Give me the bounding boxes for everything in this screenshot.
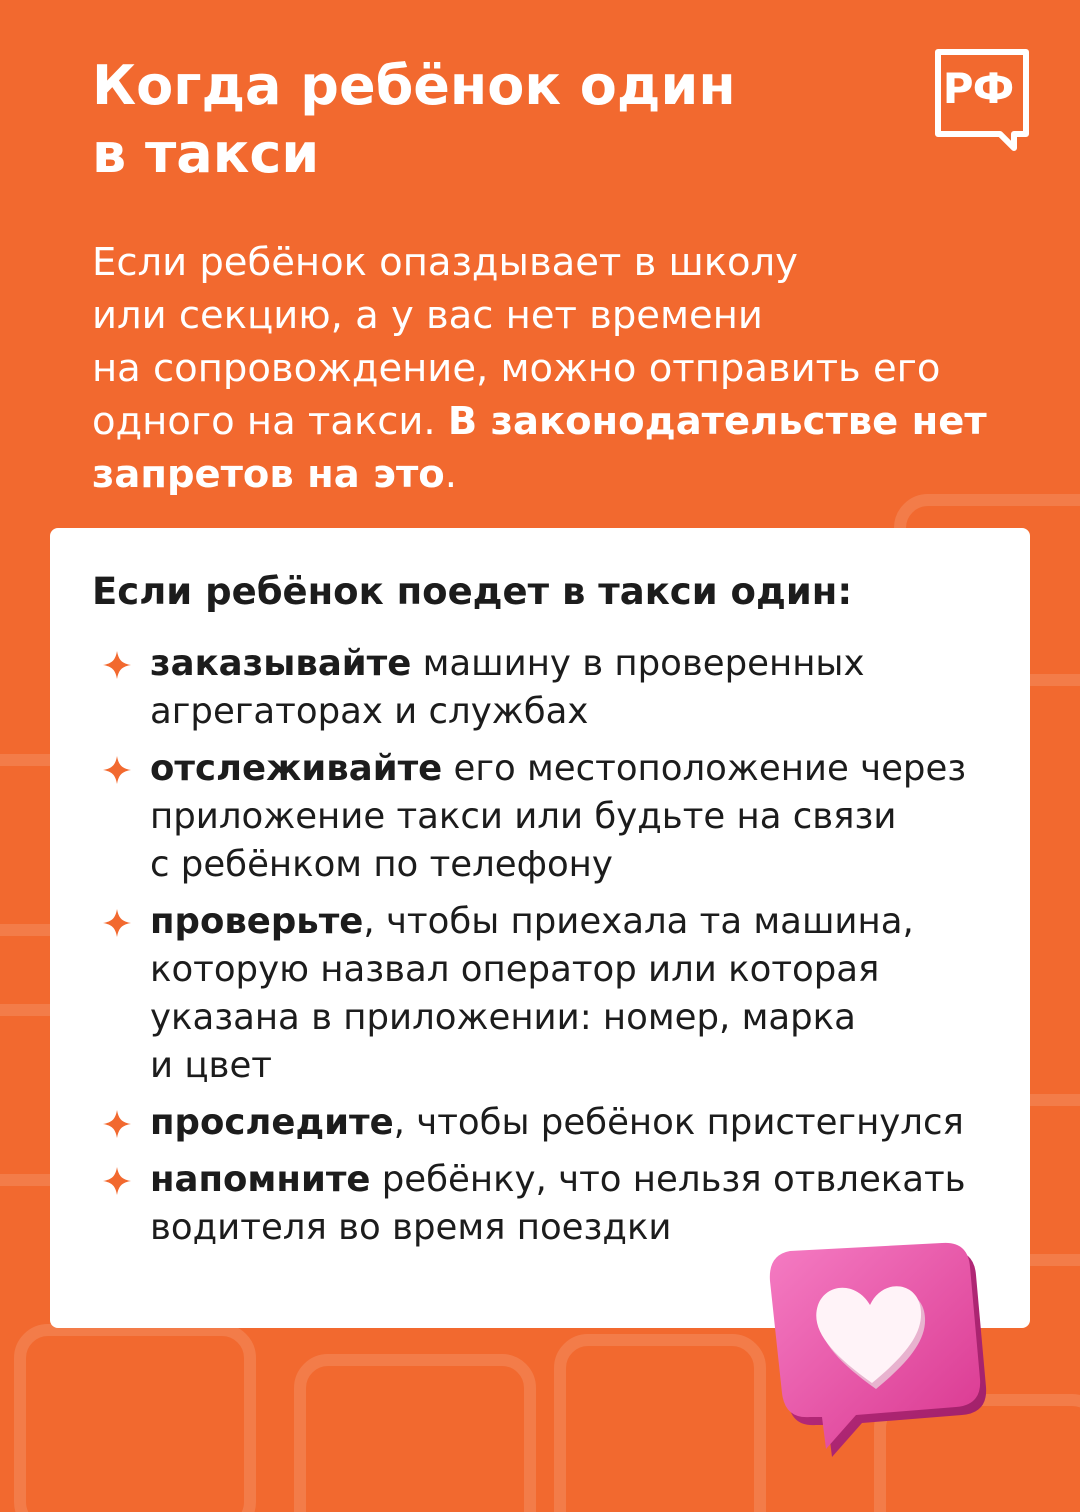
sparkle-bullet-icon xyxy=(102,908,132,938)
sparkle-bullet-icon xyxy=(102,1166,132,1196)
sparkle-bullet-icon xyxy=(102,1109,132,1139)
intro-text: одного на такси. xyxy=(92,399,448,444)
item-line: агрегаторах и службах xyxy=(150,691,589,732)
item-keyword: напомните xyxy=(150,1159,371,1200)
item-keyword: проверьте xyxy=(150,901,364,942)
intro-emphasis: запретов на это xyxy=(92,452,445,497)
page-title xyxy=(92,52,852,188)
item-line xyxy=(150,745,1002,793)
title-line-1: Когда ребёнок один xyxy=(92,54,736,117)
rf-logo xyxy=(930,46,1034,156)
item-keyword: проследите xyxy=(150,1102,394,1143)
list-item xyxy=(102,898,1002,1090)
item-line xyxy=(150,1099,1002,1147)
intro-line xyxy=(92,395,1052,448)
sparkle-bullet-icon xyxy=(102,650,132,680)
item-text: , чтобы приехала та машина, xyxy=(363,901,914,942)
intro-line: Если ребёнок опаздывает в школу xyxy=(92,240,798,285)
item-line: которую назвал оператор или которая xyxy=(150,949,880,990)
list-item xyxy=(102,1099,1002,1147)
list-item xyxy=(102,745,1002,889)
item-line: и цвет xyxy=(150,1045,272,1086)
intro-text: . xyxy=(444,452,457,497)
tips-list xyxy=(102,640,1002,1261)
item-line xyxy=(150,1156,1002,1204)
item-keyword: отслеживайте xyxy=(150,748,443,789)
intro-paragraph xyxy=(92,236,1052,501)
item-text: , чтобы ребёнок пристегнулся xyxy=(393,1102,964,1143)
heart-badge-icon xyxy=(760,1225,1000,1465)
intro-line xyxy=(92,448,1052,501)
item-line: приложение такси или будьте на связи xyxy=(150,796,897,837)
item-keyword: заказывайте xyxy=(150,643,412,684)
item-line xyxy=(150,640,1002,688)
list-item xyxy=(102,640,1002,736)
tips-card xyxy=(50,528,1030,1328)
item-line: водителя во время поездки xyxy=(150,1207,672,1248)
intro-emphasis: В законодательстве нет xyxy=(447,399,987,444)
intro-line: или секцию, а у вас нет времени xyxy=(92,293,763,338)
item-line xyxy=(150,898,1002,946)
item-line: с ребёнком по телефону xyxy=(150,844,613,885)
card-heading: Если ребёнок поедет в такси один: xyxy=(92,570,853,613)
item-text: ребёнку, что нельзя отвлекать xyxy=(370,1159,966,1200)
logo-text: РФ xyxy=(942,64,1014,113)
intro-line: на сопровождение, можно отправить его xyxy=(92,346,941,391)
item-line: указана в приложении: номер, марка xyxy=(150,997,856,1038)
item-text: его местоположение через xyxy=(442,748,967,789)
item-text: машину в проверенных xyxy=(411,643,865,684)
sparkle-bullet-icon xyxy=(102,755,132,785)
title-line-2: в такси xyxy=(92,122,320,185)
